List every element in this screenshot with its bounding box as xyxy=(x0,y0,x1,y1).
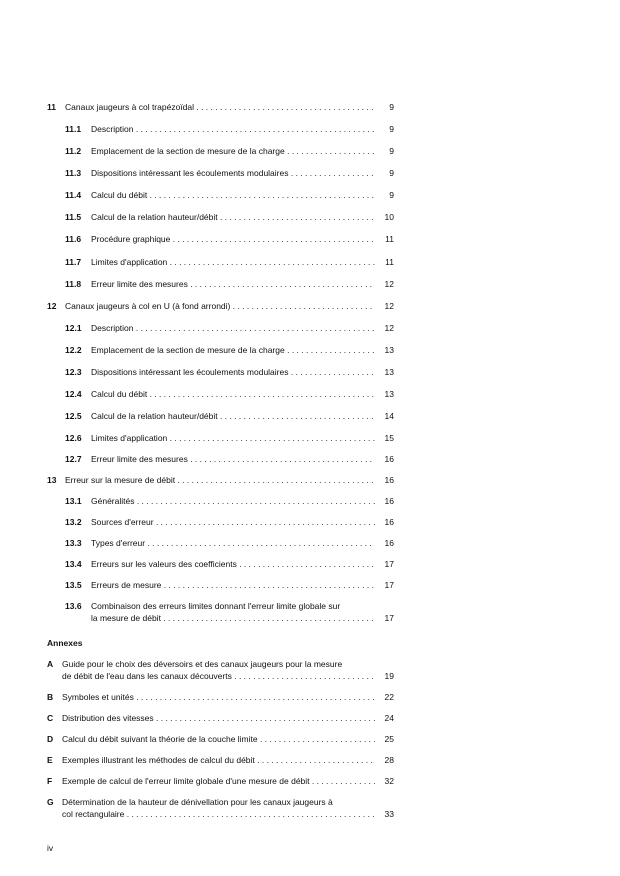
annex-entry-g[interactable] xyxy=(0,797,620,821)
toc-number: 13.6 xyxy=(65,601,82,611)
toc-title: Canaux jaugeurs à col trapézoïdal . . . xyxy=(65,102,375,112)
toc-number: 12.1 xyxy=(65,323,82,333)
toc-number: 11.6 xyxy=(65,234,82,244)
annex-letter: C xyxy=(47,713,54,723)
annex-title: Distribution des vitesses . . . xyxy=(62,713,375,723)
toc-page: 11 xyxy=(385,234,394,244)
toc-number: 11 xyxy=(47,102,56,112)
annex-letter: E xyxy=(47,755,53,765)
toc-page: 16 xyxy=(384,496,394,506)
toc-title: Erreur limite des mesures . . . xyxy=(91,279,375,289)
toc-title: Calcul de la relation hauteur/débit . . . xyxy=(91,411,375,421)
toc-page: 15 xyxy=(384,433,394,443)
annex-title: Symboles et unités . . . xyxy=(62,692,375,702)
toc-entry-12-2[interactable] xyxy=(0,345,620,357)
toc-page: 16 xyxy=(384,538,394,548)
toc-title: Calcul de la relation hauteur/débit . . . xyxy=(91,212,375,222)
toc-page: 10 xyxy=(384,212,394,222)
toc-title: Erreur sur la mesure de débit . . . xyxy=(65,475,375,485)
annex-letter: A xyxy=(47,659,54,669)
toc-page: 17 xyxy=(384,580,394,590)
toc-number: 13.1 xyxy=(65,496,82,506)
toc-page: 13 xyxy=(384,389,394,399)
toc-entry-11[interactable] xyxy=(0,102,620,114)
toc-page: 9 xyxy=(389,146,394,156)
page-number: iv xyxy=(47,843,54,853)
toc-title: Généralités . . . xyxy=(91,496,375,506)
annex-page: 25 xyxy=(384,734,394,744)
toc-title: Types d'erreur . . . xyxy=(91,538,375,548)
annex-title: Exemples illustrant les méthodes de calcul du débit . . . xyxy=(62,755,375,765)
toc-entry-13-5[interactable] xyxy=(0,580,620,592)
annex-page: 24 xyxy=(384,713,394,723)
toc-title-line1: Combinaison des erreurs limites donnant l'erreur limite globale sur xyxy=(91,601,341,611)
toc-page: 12 xyxy=(384,323,394,333)
toc-number: 11.7 xyxy=(65,257,82,267)
toc-entry-11-4[interactable] xyxy=(0,190,620,202)
annex-entry-e[interactable] xyxy=(0,755,620,767)
toc-page: 14 xyxy=(384,411,394,421)
toc-entry-11-8[interactable] xyxy=(0,279,620,291)
toc-number: 11.5 xyxy=(65,212,82,222)
toc-title: Emplacement de la section de mesure de la charge . . . xyxy=(91,146,375,156)
annex-entry-a[interactable] xyxy=(0,659,620,683)
annex-letter: F xyxy=(47,776,53,786)
annex-page: 33 xyxy=(384,809,394,819)
annex-letter: D xyxy=(47,734,54,744)
toc-number: 11.3 xyxy=(65,168,82,178)
toc-title: Limites d'application . . . xyxy=(91,433,375,443)
toc-page: 17 xyxy=(384,613,394,623)
annex-page: 19 xyxy=(384,671,394,681)
toc-title: Erreurs sur les valeurs des coefficients . . . xyxy=(91,559,375,569)
annex-entry-d[interactable] xyxy=(0,734,620,746)
toc-page: 9 xyxy=(389,190,394,200)
toc-entry-12-6[interactable] xyxy=(0,433,620,445)
toc-number: 12.2 xyxy=(65,345,82,355)
annex-entry-b[interactable] xyxy=(0,692,620,704)
toc-title: Sources d'erreur . . . xyxy=(91,517,375,527)
toc-title: Calcul du débit . . . xyxy=(91,190,375,200)
toc-entry-13-4[interactable] xyxy=(0,559,620,571)
toc-page: 16 xyxy=(384,475,394,485)
toc-entry-13[interactable] xyxy=(0,475,620,487)
annex-letter: B xyxy=(47,692,54,702)
toc-number: 13.5 xyxy=(65,580,82,590)
toc-title: Erreurs de mesure . . . xyxy=(91,580,375,590)
annex-title-line1: Détermination de la hauteur de dénivellation pour les canaux jaugeurs à xyxy=(62,797,333,807)
annex-title: de débit de l'eau dans les canaux découverts . . . xyxy=(62,671,375,681)
toc-entry-11-7[interactable] xyxy=(0,257,620,269)
toc-entry-12-3[interactable] xyxy=(0,367,620,379)
toc-title: Dispositions intéressant les écoulements modulaires . . . xyxy=(91,367,375,377)
toc-entry-13-3[interactable] xyxy=(0,538,620,550)
annex-entry-c[interactable] xyxy=(0,713,620,725)
toc-page: 13 xyxy=(384,345,394,355)
toc-title: Emplacement de la section de mesure de la charge . . . xyxy=(91,345,375,355)
toc-entry-11-1[interactable] xyxy=(0,124,620,136)
toc-number: 11.2 xyxy=(65,146,82,156)
toc-number: 12.6 xyxy=(65,433,82,443)
annex-entry-f[interactable] xyxy=(0,776,620,788)
toc-entry-13-6[interactable] xyxy=(0,601,620,625)
toc-title: la mesure de débit . . . xyxy=(91,613,375,623)
toc-entry-11-6[interactable] xyxy=(0,234,620,246)
toc-title: Canaux jaugeurs à col en U (à fond arrondi) . . . xyxy=(65,301,375,311)
toc-number: 12 xyxy=(47,301,57,311)
toc-number: 13 xyxy=(47,475,57,485)
toc-title: Limites d'application . . . xyxy=(91,257,375,267)
toc-number: 13.4 xyxy=(65,559,82,569)
toc-number: 11.1 xyxy=(65,124,82,134)
annex-page: 32 xyxy=(384,776,394,786)
toc-entry-12-4[interactable] xyxy=(0,389,620,401)
toc-title: Calcul du débit . . . xyxy=(91,389,375,399)
toc-title: Dispositions intéressant les écoulements modulaires . . . xyxy=(91,168,375,178)
toc-number: 12.7 xyxy=(65,454,82,464)
toc-entry-13-1[interactable] xyxy=(0,496,620,508)
toc-number: 12.3 xyxy=(65,367,82,377)
toc-page: 9 xyxy=(389,168,394,178)
toc-page: 17 xyxy=(384,559,394,569)
toc-page: 16 xyxy=(384,454,394,464)
toc-number: 13.2 xyxy=(65,517,82,527)
toc-title: Erreur limite des mesures . . . xyxy=(91,454,375,464)
toc-number: 12.4 xyxy=(65,389,82,399)
toc-entry-11-2[interactable] xyxy=(0,146,620,158)
annex-title-line1: Guide pour le choix des déversoirs et des canaux jaugeurs pour la mesure xyxy=(62,659,343,669)
toc-page: 16 xyxy=(384,517,394,527)
toc-entry-12[interactable] xyxy=(0,301,620,313)
annex-title: Calcul du débit suivant la théorie de la couche limite . . . xyxy=(62,734,375,744)
toc-entry-12-7[interactable] xyxy=(0,454,620,466)
toc-number: 11.4 xyxy=(65,190,82,200)
toc-number: 13.3 xyxy=(65,538,82,548)
annex-page: 22 xyxy=(384,692,394,702)
toc-title: Description . . . xyxy=(91,323,375,333)
annex-letter: G xyxy=(47,797,54,807)
toc-page: 9 xyxy=(389,102,394,112)
toc-entry-13-2[interactable] xyxy=(0,517,620,529)
toc-title: Description . . . xyxy=(91,124,375,134)
toc-title: Procédure graphique . . . xyxy=(91,234,375,244)
annexes-heading: Annexes xyxy=(47,638,83,648)
annex-page: 28 xyxy=(384,755,394,765)
toc-page: 13 xyxy=(384,367,394,377)
toc-number: 11.8 xyxy=(65,279,82,289)
toc-entry-12-1[interactable] xyxy=(0,323,620,335)
annex-title: col rectangulaire . . . xyxy=(62,809,375,819)
toc-entry-11-5[interactable] xyxy=(0,212,620,224)
toc-page: 11 xyxy=(385,257,394,267)
toc-page: 12 xyxy=(384,301,394,311)
toc-page: 9 xyxy=(389,124,394,134)
toc-entry-11-3[interactable] xyxy=(0,168,620,180)
toc-number: 12.5 xyxy=(65,411,82,421)
toc-page: 12 xyxy=(384,279,394,289)
toc-entry-12-5[interactable] xyxy=(0,411,620,423)
annex-title: Exemple de calcul de l'erreur limite globale d'une mesure de débit . . . xyxy=(62,776,375,786)
